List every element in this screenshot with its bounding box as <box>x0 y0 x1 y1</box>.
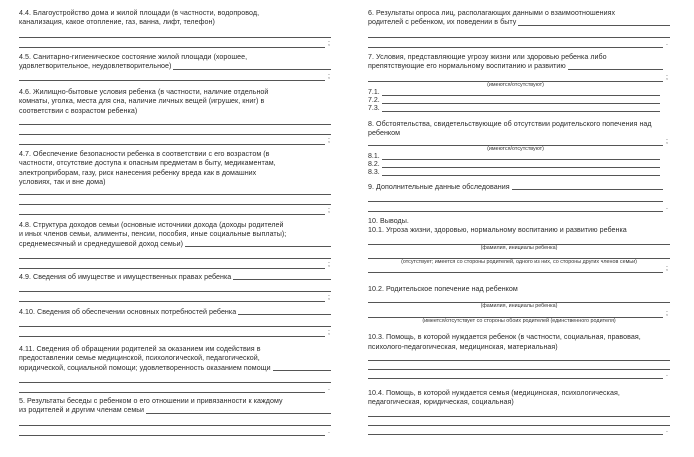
semicolon: ; <box>328 329 330 337</box>
section-4-5-text-2: удовлетворительное, неудовлетворительное) <box>19 62 172 71</box>
semicolon: ; <box>666 310 668 318</box>
section-10-title: 10. Выводы. <box>368 217 409 225</box>
section-4-9 <box>19 273 331 302</box>
caption-present-absent: (имеются/отсутствуют) <box>487 81 544 88</box>
item-label: 8.3. <box>368 168 380 176</box>
section-6-text-2: родителей с ребенком, их поведении в быту <box>368 18 517 27</box>
item-label: 8.1. <box>368 152 380 160</box>
answer-line[interactable] <box>382 102 660 104</box>
section-4-11 <box>19 345 331 393</box>
answer-line[interactable] <box>368 201 663 202</box>
section-4-4-text-2: канализация, какое отопление, газ, ванна, лифт, телефон) <box>19 18 215 27</box>
answer-line[interactable] <box>19 204 331 205</box>
answer-line[interactable] <box>19 427 330 436</box>
period: . <box>666 371 668 379</box>
answer-line[interactable] <box>19 326 331 327</box>
period: . <box>666 204 668 212</box>
semicolon: ; <box>328 72 330 80</box>
section-7 <box>368 53 670 113</box>
answer-line[interactable] <box>382 174 660 176</box>
answer-line[interactable] <box>368 258 670 259</box>
answer-line[interactable] <box>19 194 331 195</box>
semicolon: ; <box>666 264 668 272</box>
section-7-text-2: препятствующие его нормальному воспитанию и развитию <box>368 62 566 71</box>
item-7-1 <box>368 89 660 97</box>
item-label: 8.2. <box>368 160 380 168</box>
item-7-2 <box>368 97 660 105</box>
answer-line[interactable] <box>233 278 331 280</box>
item-label: 7.3. <box>368 104 380 112</box>
answer-line[interactable] <box>368 204 668 212</box>
caption-parental-care: (имеется/отсутствует со стороны обоих родителей (единственного родителя) <box>422 318 616 325</box>
period: . <box>328 385 330 393</box>
section-4-6-text-2: комнаты, уголка, места для сна, наличие личных вещей (игрушек, книг) в <box>19 97 265 106</box>
answer-line[interactable] <box>19 72 330 81</box>
section-10-3-text: 10.3. Помощь, в которой нуждается ребенок (в частности, социальная, правовая, <box>368 333 641 342</box>
answer-line[interactable] <box>19 382 331 383</box>
answer-line[interactable] <box>19 124 331 125</box>
section-4-8-text: 4.8. Структура доходов семьи (основные источники дохода (доходы родителей <box>19 221 284 229</box>
section-4-8-text-3: среднемесячный и среднедушевой доход семьи) <box>19 239 183 248</box>
period: . <box>666 39 668 47</box>
section-4-7-text-4: условиях, так и вне дома) <box>19 178 106 187</box>
answer-line[interactable] <box>19 37 331 38</box>
child-name-line[interactable] <box>368 302 670 303</box>
answer-line[interactable] <box>19 294 330 302</box>
section-4-7-text-3: электроприборам, газу, риск нанесения ребенку вреда как в домашних <box>19 168 257 177</box>
period: . <box>328 427 330 435</box>
section-5-text-2: из родителей и другим членам семьи <box>19 406 145 415</box>
answer-line[interactable] <box>19 134 331 135</box>
answer-line[interactable] <box>19 291 331 292</box>
section-4-6 <box>19 88 331 145</box>
answer-line[interactable] <box>368 137 668 146</box>
caption-child-name: (фамилия, инициалы ребенка) <box>480 244 558 251</box>
item-8-1 <box>368 153 660 161</box>
section-4-9-text: 4.9. Сведения об имуществе и имущественных правах ребенка <box>19 273 232 281</box>
section-4-6-text-3: соответствии с возрастом ребенка) <box>19 106 138 115</box>
section-4-11-text-2: предоставлении семье медицинской, психологической, педагогической, <box>19 354 260 363</box>
section-4-8-text-2: и иных членов семьи, алименты, пенсии, пособия, иные социальные выплаты); <box>19 230 287 239</box>
answer-line[interactable] <box>19 329 330 337</box>
section-4-11-text-3: юридической, социальной помощи; удовлетворенность оказанием помощи <box>19 363 271 372</box>
answer-line[interactable] <box>368 360 670 361</box>
section-4-7 <box>19 150 331 215</box>
answer-line[interactable] <box>368 426 668 435</box>
section-4-4 <box>19 9 331 48</box>
section-4-8 <box>19 221 331 269</box>
answer-line[interactable] <box>518 24 670 26</box>
caption-threat-source: (отсутствует; имеется со стороны родителей, одного из них, со стороны других членов семьи) <box>401 258 637 265</box>
semicolon: ; <box>666 73 668 81</box>
section-10-4-text: 10.4. Помощь, в которой нуждается семья (медицинская, психологическая, <box>368 389 620 398</box>
section-10-3-text-2: психолого-педагогическая, медицинская, материальная) <box>368 342 558 351</box>
answer-line[interactable] <box>368 425 670 426</box>
answer-line[interactable] <box>382 110 660 112</box>
item-8-3 <box>368 169 660 177</box>
child-name-line[interactable] <box>368 244 670 245</box>
section-4-4-text: 4.4. Благоустройство дома и жилой площади (в частности, водопровод, <box>19 9 260 17</box>
semicolon: ; <box>328 206 330 214</box>
semicolon: ; <box>328 39 330 47</box>
section-5 <box>19 397 331 436</box>
answer-line[interactable] <box>368 371 668 379</box>
section-6-text: 6. Результаты опроса лиц, располагающих данными о взаимоотношениях <box>368 9 616 17</box>
answer-line[interactable] <box>19 261 330 269</box>
answer-line[interactable] <box>512 188 663 190</box>
answer-line[interactable] <box>368 73 668 82</box>
item-label: 7.1. <box>368 88 380 96</box>
answer-line[interactable] <box>382 166 660 168</box>
answer-line[interactable] <box>368 416 670 417</box>
answer-line[interactable] <box>273 369 331 371</box>
section-6 <box>368 9 670 48</box>
answer-line[interactable] <box>382 158 660 160</box>
answer-line[interactable] <box>19 39 330 48</box>
section-9 <box>368 183 670 212</box>
answer-line[interactable] <box>368 369 670 370</box>
section-10-2-text: 10.2. Родительское попечение над ребенком <box>368 284 518 293</box>
answer-line[interactable] <box>19 137 330 145</box>
answer-line[interactable] <box>568 68 663 70</box>
answer-line[interactable] <box>173 68 331 70</box>
section-10 <box>368 217 670 435</box>
section-4-7-text: 4.7. Обеспечение безопасности ребенка в соответствии с его возрастом (в <box>19 150 270 158</box>
section-4-6-text: 4.6. Жилищно-бытовые условия ребенка (в частности, наличие отдельной <box>19 88 269 96</box>
answer-line[interactable] <box>19 385 330 393</box>
answer-line[interactable] <box>185 245 331 247</box>
semicolon: ; <box>328 137 330 145</box>
answer-line[interactable] <box>368 37 670 38</box>
answer-line[interactable] <box>19 206 330 215</box>
section-7-text: 7. Условия, представляющие угрозу жизни или здоровью ребенка либо <box>368 53 607 61</box>
section-5-text: 5. Результаты беседы с ребенком о его отношении и привязанности к каждому <box>19 397 283 405</box>
section-4-5 <box>19 53 331 81</box>
item-7-3 <box>368 105 660 113</box>
item-label: 7.2. <box>368 96 380 104</box>
section-8-text: 8. Обстоятельства, свидетельствующие об отсутствии родительского попечения над <box>368 120 652 128</box>
answer-line[interactable] <box>368 264 668 273</box>
section-8-text-2: ребенком <box>368 129 401 138</box>
section-4-5-text: 4.5. Санитарно-гигиеническое состояние жилой площади (хорошее, <box>19 53 248 61</box>
caption-present-absent: (имеются/отсутствуют) <box>487 145 544 152</box>
answer-line[interactable] <box>382 94 660 96</box>
caption-child-name: (фамилия, инициалы ребенка) <box>480 303 558 310</box>
answer-line[interactable] <box>368 310 668 318</box>
section-10-4-text-2: педагогическая, юридическая, социальная) <box>368 398 514 407</box>
semicolon: ; <box>666 137 668 145</box>
section-8 <box>368 120 670 177</box>
section-4-10 <box>19 308 331 337</box>
answer-line[interactable] <box>146 412 331 414</box>
section-4-11-text: 4.11. Сведения об обращении родителей за оказанием им содействия в <box>19 345 261 353</box>
period: . <box>666 426 668 434</box>
section-4-10-text: 4.10. Сведения об обеспечении основных потребностей ребенка <box>19 308 237 316</box>
section-10-1-text: 10.1. Угроза жизни, здоровью, нормальному воспитанию и развитию ребенка <box>368 226 627 235</box>
answer-line[interactable] <box>19 258 331 259</box>
semicolon: ; <box>328 261 330 269</box>
answer-line[interactable] <box>19 425 331 426</box>
semicolon: ; <box>328 294 330 302</box>
answer-line[interactable] <box>368 39 668 48</box>
section-9-text: 9. Дополнительные данные обследования <box>368 183 510 191</box>
item-8-2 <box>368 161 660 169</box>
section-4-7-text-2: частности, отсутствие доступа к опасным предметам в быту, медикаментам, <box>19 159 276 168</box>
answer-line[interactable] <box>238 313 331 315</box>
